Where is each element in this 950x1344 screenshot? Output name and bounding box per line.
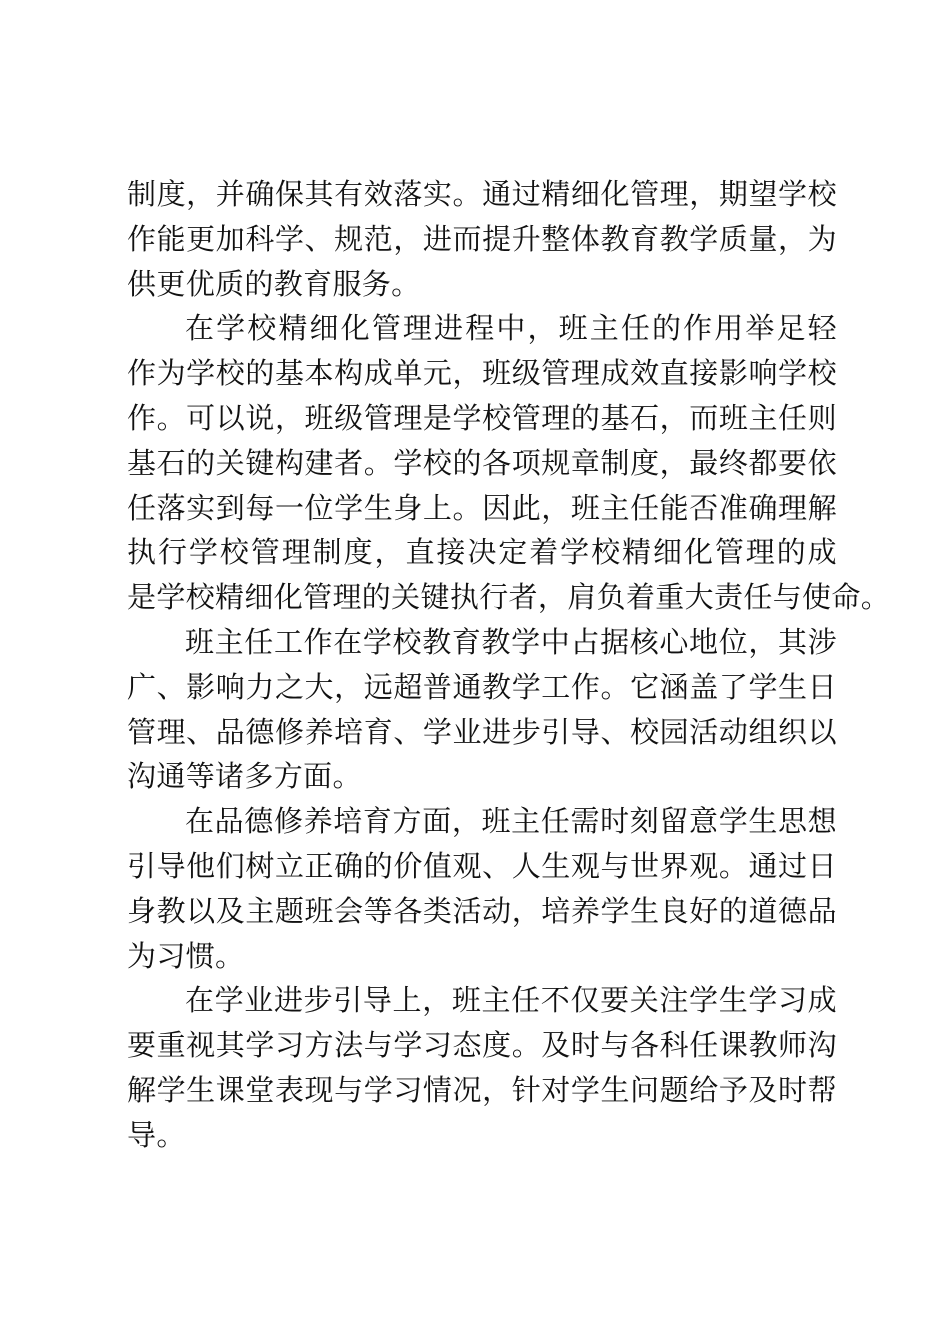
paragraph-2-line-2: 作为学校的基本构成单元，班级管理成效直接影响学校: [127, 356, 837, 391]
paragraph-2-line-4: 基石的关键构建者。学校的各项规章制度，最终都要依: [127, 445, 837, 480]
document-body: [127, 172, 891, 1158]
paragraph-3-line-3: 管理、品德修养培育、学业进步引导、校园活动组织以: [127, 714, 837, 749]
paragraph-3-line-4: 沟通等诸多方面。: [127, 759, 362, 794]
paragraph-5-line-4: 导。: [127, 1117, 186, 1152]
paragraph-3-line-2: 广、影响力之大，远超普通教学工作。它涵盖了学生日: [127, 669, 837, 704]
paragraph-2-line-7: 是学校精细化管理的关键执行者，肩负着重大责任与使命。: [127, 580, 891, 615]
paragraph-5-line-3: 解学生课堂表现与学习情况，针对学生问题给予及时帮: [127, 1072, 837, 1107]
paragraph-5-line-2: 要重视其学习方法与学习态度。及时与各科任课教师沟: [127, 1028, 837, 1063]
paragraph-3-line-1: 班主任工作在学校教育教学中占据核心地位，其涉: [185, 624, 837, 659]
paragraph-2-line-5: 任落实到每一位学生身上。因此，班主任能否准确理解: [127, 490, 837, 525]
paragraph-2-line-6: 执行学校管理制度，直接决定着学校精细化管理的成: [127, 535, 837, 570]
paragraph-4-line-4: 为习惯。: [127, 938, 245, 973]
paragraph-1-line-2: 作能更加科学、规范，进而提升整体教育教学质量，为: [127, 221, 837, 256]
paragraph-4-line-3: 身教以及主题班会等各类活动，培养学生良好的道德品: [127, 893, 837, 928]
paragraph-4-line-1: 在品德修养培育方面，班主任需时刻留意学生思想: [185, 804, 837, 839]
paragraph-2-line-1: 在学校精细化管理进程中，班主任的作用举足轻: [185, 311, 837, 346]
paragraph-1-line-1: 制度，并确保其有效落实。通过精细化管理，期望学校: [127, 177, 837, 211]
paragraph-2-line-3: 作。可以说，班级管理是学校管理的基石，而班主任则: [127, 400, 837, 435]
paragraph-1-line-3: 供更优质的教育服务。: [127, 266, 421, 301]
paragraph-5-line-1: 在学业进步引导上，班主任不仅要关注学生学习成: [185, 983, 837, 1018]
paragraph-4-line-2: 引导他们树立正确的价值观、人生观与世界观。通过日: [127, 848, 837, 883]
